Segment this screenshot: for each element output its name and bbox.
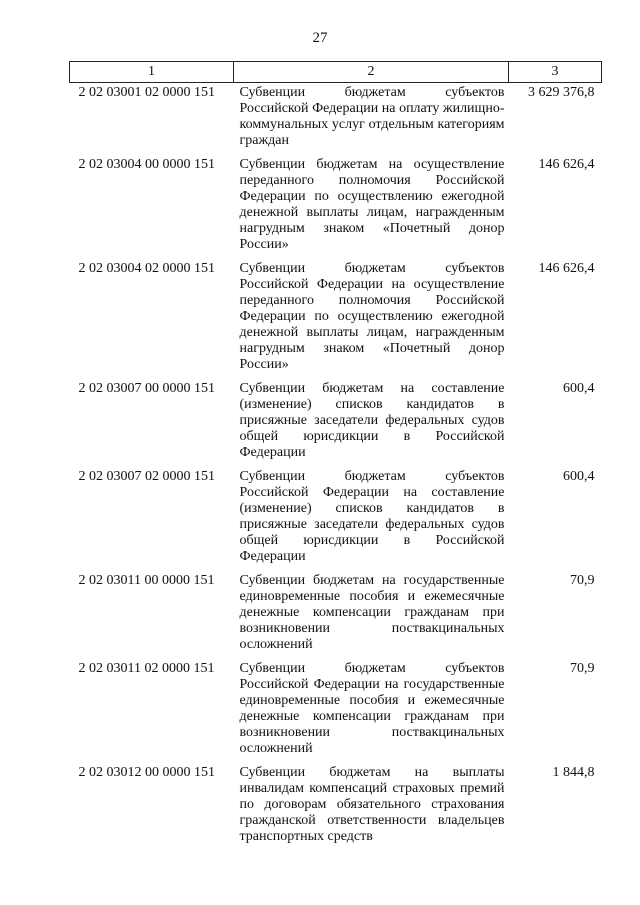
table-row [70, 259, 602, 379]
amount: 600,4 [563, 469, 595, 484]
amount: 1 844,8 [552, 765, 595, 780]
amount: 3 629 376,8 [528, 85, 595, 100]
budget-code: 2 02 03004 02 0000 151 [78, 261, 215, 276]
table-header-row [70, 62, 602, 83]
table-row [70, 659, 602, 763]
budget-code: 2 02 03012 00 0000 151 [78, 765, 215, 780]
column-header-code: 1 [70, 62, 234, 83]
amount: 600,4 [563, 381, 595, 396]
page-number: 27 [312, 30, 328, 46]
revenue-name: Субвенции бюджетам на государственные единовременные пособия и ежемесячные денежные компенсации гражданам при возникновении поствакцинальных осложнений [239, 573, 505, 652]
budget-code: 2 02 03011 02 0000 151 [78, 661, 215, 676]
table-row [70, 83, 602, 156]
column-header-amount: 3 [509, 62, 602, 83]
column-header-name: 2 [234, 62, 509, 83]
amount: 146 626,4 [538, 157, 595, 172]
revenue-name: Субвенции бюджетам субъектов Российской Федерации на оплату жилищно-коммунальных услуг отдельным категориям граждан [239, 85, 505, 148]
revenue-name: Субвенции бюджетам на выплаты инвалидам компенсаций страховых премий по договорам обязательного страхования гражданской ответственности владельцев транспортных средств [239, 765, 505, 844]
amount: 146 626,4 [538, 261, 595, 276]
table-row [70, 571, 602, 659]
budget-code: 2 02 03004 00 0000 151 [78, 157, 215, 172]
amount: 70,9 [570, 573, 595, 588]
table-row [70, 155, 602, 259]
revenue-name: Субвенции бюджетам субъектов Российской Федерации на осуществление переданного полномочия Российской Федерации по осуществлению ежегодной денежной выплаты лицам, награжденным нагрудным знаком «Почетный донор России» [239, 261, 505, 372]
revenue-name: Субвенции бюджетам субъектов Российской Федерации на составление (изменение) списков кандидатов в присяжные заседатели федеральных судов общей юрисдикции в Российской Федерации [239, 469, 505, 564]
revenue-name: Субвенции бюджетам на составление (изменение) списков кандидатов в присяжные заседатели федеральных судов общей юрисдикции в Российской Федерации [239, 381, 505, 460]
budget-code: 2 02 03007 02 0000 151 [78, 469, 215, 484]
revenue-table [69, 61, 602, 851]
table-row [70, 763, 602, 851]
budget-code: 2 02 03011 00 0000 151 [78, 573, 215, 588]
budget-code: 2 02 03007 00 0000 151 [78, 381, 215, 396]
budget-code: 2 02 03001 02 0000 151 [78, 85, 215, 100]
table-row [70, 379, 602, 467]
table-row [70, 467, 602, 571]
revenue-name: Субвенции бюджетам на осуществление переданного полномочия Российской Федерации по осуществлению ежегодной денежной выплаты лицам, награжденным нагрудным знаком «Почетный донор России» [239, 157, 505, 252]
revenue-name: Субвенции бюджетам субъектов Российской Федерации на государственные единовременные пособия и ежемесячные денежные компенсации гражданам при возникновении поствакцинальных осложнений [239, 661, 505, 756]
amount: 70,9 [570, 661, 595, 676]
